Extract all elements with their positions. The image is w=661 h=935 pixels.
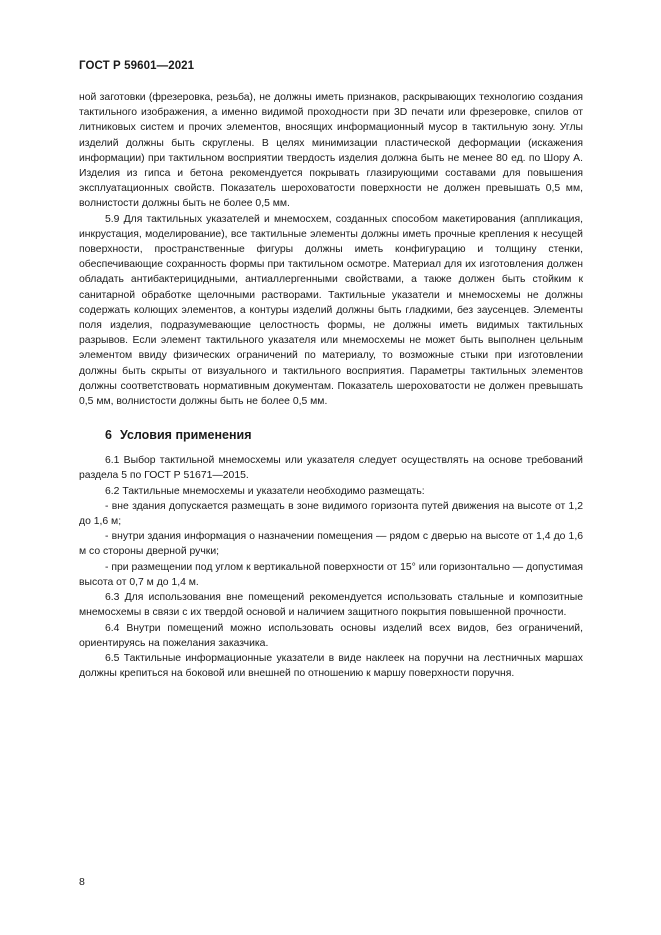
document-body: [79, 90, 583, 681]
paragraph-5-9: 5.9 Для тактильных указателей и мнемосхем, созданных способом макетирования (аппликация, инкрустация, моделирование), все тактильные элементы должны иметь прочные крепления к несущей поверхности, пространственные фигуры должны иметь конфигурацию и толщину стенки, обеспечивающие сохранность формы при тактильном осмотре. Материал для их изготовления должен обладать антибактерицидными, антиаллергенными свойствами, а также должен быть стойким к санитарной обработке щелочными растворами. Тактильные указатели и мнемосхемы не должны содержать колющих элементов, а контуры изделий должны быть гладкими, без заусенцев. Элементы поля изделия, подразумевающие целостность формы, не должны иметь видимых тактильных разрывов. Если элемент тактильного указателя или мнемосхемы не может быть выполнен цельным элементом ввиду физических ограничений по материалу, то возможные стыки при изготовлении должны быть скрыты от визуального и тактильного восприятия. Параметры тактильных элементов должны соответствовать нормативным документам. Показатель шероховатости не должен превышать 0,5 мм, волнистости должны быть не более 0,5 мм.: [79, 213, 583, 408]
document-header: ГОСТ Р 59601—2021: [79, 60, 195, 72]
page-number: 8: [79, 876, 85, 888]
list-item-inside: - внутри здания информация о назначении помещения — рядом с дверью на высоте от 1,4 до 1,6 м со стороны дверной ручки;: [79, 531, 583, 558]
section-title: Условия применения: [119, 428, 252, 443]
section-heading: [79, 427, 583, 443]
paragraph-6-1: 6.1 Выбор тактильной мнемосхемы или указателя следует осуществлять на основе требований раздела 5 по ГОСТ Р 51671—2015.: [79, 455, 583, 482]
paragraph-6-5: 6.5 Тактильные информационные указатели в виде наклеек на поручни на лестничных маршах должны крепиться на боковой или внешней по отношению к маршу поверхности поручня.: [79, 652, 583, 680]
list-item-angle: - при размещении под углом к вертикальной поверхности от 15° или горизонтально — допустимая высота от 0,7 м до 1,4 м.: [79, 561, 583, 588]
paragraph-6-2: 6.2 Тактильные мнемосхемы и указатели необходимо размещать:: [105, 485, 425, 497]
paragraph-6-3: 6.3 Для использования вне помещений рекомендуется использовать стальные и композитные мнемосхемы в связи с их твердой основой и наличием защитного покрытия повышенной прочности.: [79, 592, 583, 619]
paragraph-6-4: 6.4 Внутри помещений можно использовать основы изделий всех видов, без ограничений, ориентируясь на пожелания заказчика.: [79, 622, 583, 649]
list-item-outside: - вне здания допускается размещать в зоне видимого горизонта путей движения на высоте от 1,2 до 1,6 м;: [79, 500, 583, 528]
paragraph-continuation: ной заготовки (фрезеровка, резьба), не должны иметь признаков, раскрывающих технологию создания тактильного изображения, а именно видимой проходности при 3D печати или фрезеровке, спилов от литниковых систем и прочих элементов, вносящих информационный мусор в тактильную зону. Углы изделий должны быть скруглены. В целях минимизации пластической деформации (искажения информации) при тактильном восприятии твердость изделия должна быть не менее 80 ед. по Шору А. Изделия из гипса и бетона рекомендуется покрывать глазирующими составами для повышения эксплуатационных свойств. Показатель шероховатости поверхности не должен превышать 0,5 мм, волнистости должны быть не более 0,5 мм.: [79, 92, 583, 210]
section-number: 6: [105, 428, 112, 443]
